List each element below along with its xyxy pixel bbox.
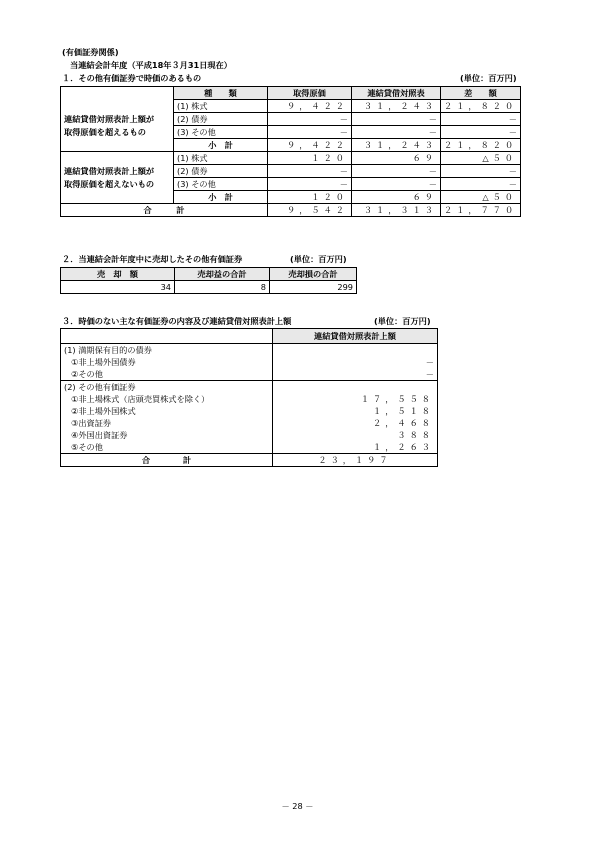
row-label: ①非上場外国債券 bbox=[61, 356, 273, 368]
table-row bbox=[61, 178, 521, 191]
group1-label-line2: 取得原価を超えるもの bbox=[61, 126, 174, 139]
row-diff: － bbox=[441, 178, 521, 191]
value-loss: 299 bbox=[270, 281, 357, 294]
total-label: 合 計 bbox=[61, 454, 273, 467]
subtotal-row bbox=[61, 191, 521, 204]
table-row bbox=[61, 356, 438, 368]
table-row bbox=[61, 152, 521, 165]
row-label: ③出資証券 bbox=[61, 417, 273, 429]
subtotal-bs: ６９ bbox=[352, 191, 441, 204]
row-label: (2) その他有価証券 bbox=[61, 381, 273, 394]
row-label: ①非上場株式（店頭売買株式を除く） bbox=[61, 393, 273, 405]
header-blank bbox=[61, 329, 273, 344]
group2-label-line2: 取得原価を超えないもの bbox=[61, 178, 174, 191]
row-cost: － bbox=[268, 126, 352, 139]
table1-title: １．その他有価証券で時価のあるもの bbox=[62, 73, 202, 83]
table-row bbox=[61, 281, 357, 294]
subtotal-cost: ９，４２２ bbox=[268, 139, 352, 152]
table1-header-type: 種 類 bbox=[174, 87, 268, 100]
value-sales: 34 bbox=[61, 281, 175, 294]
table3-title: ３．時価のない主な有価証券の内容及び連結貸借対照表計上額 bbox=[62, 316, 292, 326]
row-label: (1) 満期保有目的の債券 bbox=[61, 344, 273, 357]
row-type: (2) 債券 bbox=[174, 113, 268, 126]
header-sales: 売 却 額 bbox=[61, 268, 175, 281]
table1 bbox=[60, 86, 521, 217]
row-diff: ２１，８２０ bbox=[441, 100, 521, 113]
table1-unit: (単位：百万円) bbox=[460, 73, 517, 83]
group1-label-blank bbox=[61, 100, 174, 113]
table2-header-row bbox=[61, 268, 357, 281]
header-bs-amount: 連結貸借対照表計上額 bbox=[273, 329, 438, 344]
total-row bbox=[61, 454, 438, 467]
row-diff: － bbox=[441, 113, 521, 126]
row-bs: ６９ bbox=[352, 152, 441, 165]
period-label: 当連結会計年度（平成18年３月31日現在） bbox=[70, 60, 232, 70]
row-label: ④外国出資証券 bbox=[61, 429, 273, 441]
subtotal-cost: １２０ bbox=[268, 191, 352, 204]
section-title: (有価証券関係) bbox=[62, 47, 119, 57]
table1-header-bs: 連結貸借対照表 bbox=[352, 87, 441, 100]
row-type: (3) その他 bbox=[174, 178, 268, 191]
table1-header-cost: 取得原価 bbox=[268, 87, 352, 100]
group2-label-end bbox=[61, 191, 174, 204]
subtotal-bs: ３１，２４３ bbox=[352, 139, 441, 152]
page-number: － 28 － bbox=[281, 801, 314, 811]
value-gain: 8 bbox=[175, 281, 270, 294]
group1-label-line1: 連結貸借対照表計上額が bbox=[61, 113, 174, 126]
table2-title: ２．当連結会計年度中に売却したその他有価証券 bbox=[62, 254, 243, 264]
table3 bbox=[60, 328, 438, 467]
table3-header-row bbox=[61, 329, 438, 344]
group2-label-line1: 連結貸借対照表計上額が bbox=[61, 165, 174, 178]
row-value bbox=[273, 381, 438, 394]
row-cost: － bbox=[268, 165, 352, 178]
row-bs: － bbox=[352, 178, 441, 191]
row-cost: － bbox=[268, 178, 352, 191]
row-diff: － bbox=[441, 165, 521, 178]
row-value: ２，４６８ bbox=[273, 417, 438, 429]
row-label: ②非上場外国株式 bbox=[61, 405, 273, 417]
table2 bbox=[60, 267, 357, 294]
row-cost: － bbox=[268, 113, 352, 126]
table-row bbox=[61, 113, 521, 126]
row-label: ⑤その他 bbox=[61, 441, 273, 454]
table-row bbox=[61, 405, 438, 417]
table1-header-blank bbox=[61, 87, 174, 100]
row-label: ②その他 bbox=[61, 368, 273, 381]
group2-label-blank bbox=[61, 152, 174, 165]
header-loss: 売却損の合計 bbox=[270, 268, 357, 281]
table-row bbox=[61, 417, 438, 429]
row-value: １，２６３ bbox=[273, 441, 438, 454]
row-type: (2) 債券 bbox=[174, 165, 268, 178]
row-type: (1) 株式 bbox=[174, 100, 268, 113]
row-diff: △５０ bbox=[441, 152, 521, 165]
table-row bbox=[61, 393, 438, 405]
total-label: 合 計 bbox=[61, 204, 268, 217]
group1-label-end bbox=[61, 139, 174, 152]
table-row bbox=[61, 381, 438, 394]
row-type: (1) 株式 bbox=[174, 152, 268, 165]
row-bs: ３１，２４３ bbox=[352, 100, 441, 113]
row-bs: － bbox=[352, 113, 441, 126]
total-cost: ９，５４２ bbox=[268, 204, 352, 217]
row-bs: － bbox=[352, 126, 441, 139]
subtotal-row bbox=[61, 139, 521, 152]
row-bs: － bbox=[352, 165, 441, 178]
total-bs: ３１，３１３ bbox=[352, 204, 441, 217]
total-value: ２３，１９７ bbox=[273, 454, 438, 467]
table3-unit: (単位：百万円) bbox=[374, 316, 431, 326]
row-value: ３８８ bbox=[273, 429, 438, 441]
row-cost: １２０ bbox=[268, 152, 352, 165]
subtotal-label: 小 計 bbox=[174, 191, 268, 204]
table-row bbox=[61, 344, 438, 357]
row-value: １，５１８ bbox=[273, 405, 438, 417]
subtotal-diff: ２１，８２０ bbox=[441, 139, 521, 152]
table-row bbox=[61, 368, 438, 381]
row-value: １７，５５８ bbox=[273, 393, 438, 405]
total-diff: ２１，７７０ bbox=[441, 204, 521, 217]
table2-unit: (単位：百万円) bbox=[290, 254, 347, 264]
subtotal-label: 小 計 bbox=[174, 139, 268, 152]
row-value: － bbox=[273, 368, 438, 381]
row-value: － bbox=[273, 356, 438, 368]
table-row bbox=[61, 100, 521, 113]
table-row bbox=[61, 429, 438, 441]
row-cost: ９，４２２ bbox=[268, 100, 352, 113]
row-value bbox=[273, 344, 438, 357]
table-row bbox=[61, 441, 438, 454]
row-type: (3) その他 bbox=[174, 126, 268, 139]
table-row bbox=[61, 165, 521, 178]
header-gain: 売却益の合計 bbox=[175, 268, 270, 281]
table-row bbox=[61, 126, 521, 139]
total-row bbox=[61, 204, 521, 217]
subtotal-diff: △５０ bbox=[441, 191, 521, 204]
table1-header-diff: 差 額 bbox=[441, 87, 521, 100]
row-diff: － bbox=[441, 126, 521, 139]
table1-header-row bbox=[61, 87, 521, 100]
